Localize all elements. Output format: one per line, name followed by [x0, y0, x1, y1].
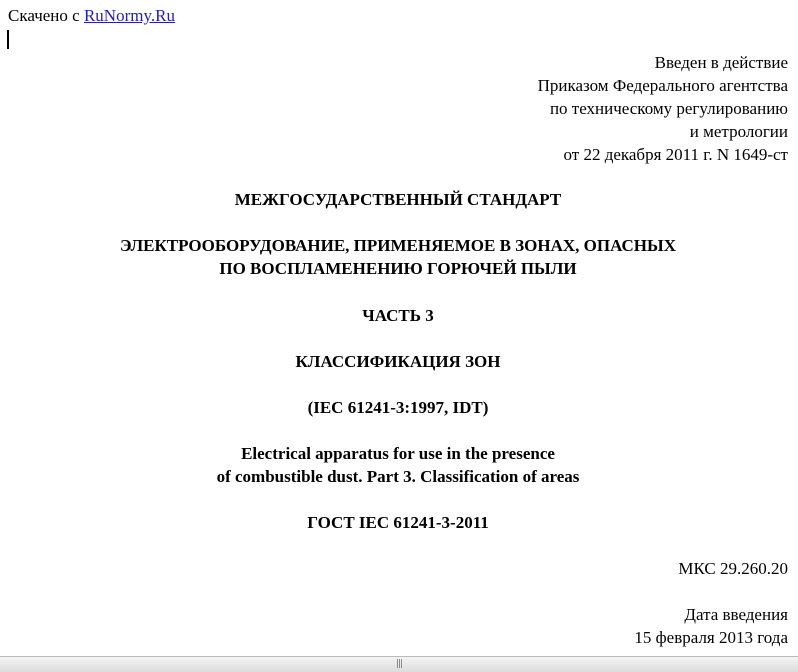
enactment-line: по техническому регулированию [549, 99, 788, 118]
source-link[interactable]: RuNormy.Ru [83, 6, 175, 25]
iec-reference: (IEC 61241-3:1997, IDT) [307, 398, 489, 417]
text-cursor [7, 30, 9, 49]
resize-grip-icon[interactable]: ||| [395, 659, 403, 669]
standard-title-line-1: ЭЛЕКТРООБОРУДОВАНИЕ, ПРИМЕНЯЕМОЕ В ЗОНАХ, ОПАСНЫХ [120, 236, 676, 255]
enactment-line: Введен в действие [654, 53, 788, 72]
enactment-line: Приказом Федерального агентства [537, 76, 788, 95]
source-prefix: Скачено с [8, 6, 80, 25]
introduction-block [634, 603, 788, 649]
enactment-line: от 22 декабря 2011 г. N 1649-ст [563, 145, 788, 164]
standard-designation: ГОСТ IEC 61241-3-2011 [307, 513, 489, 532]
standard-title-line-2: ПО ВОСПЛАМЕНЕНИЮ ГОРЮЧЕЙ ПЫЛИ [219, 259, 577, 278]
horizontal-scrollbar[interactable] [0, 656, 798, 672]
english-title-line-2: of combustible dust. Part 3. Classification of areas [216, 467, 580, 486]
introduction-label: Дата введения [684, 605, 788, 624]
introduction-date: 15 февраля 2013 года [634, 628, 788, 647]
enactment-block [538, 51, 788, 166]
standard-type: МЕЖГОСУДАРСТВЕННЫЙ СТАНДАРТ [234, 190, 562, 209]
source-line [8, 6, 175, 26]
english-title-line-1: Electrical apparatus for use in the presence [241, 444, 555, 463]
standard-part: ЧАСТЬ 3 [362, 306, 434, 325]
mks-code: МКС 29.260.20 [678, 559, 788, 578]
standard-subtitle: КЛАССИФИКАЦИЯ ЗОН [295, 352, 501, 371]
enactment-line: и метрологии [689, 122, 788, 141]
